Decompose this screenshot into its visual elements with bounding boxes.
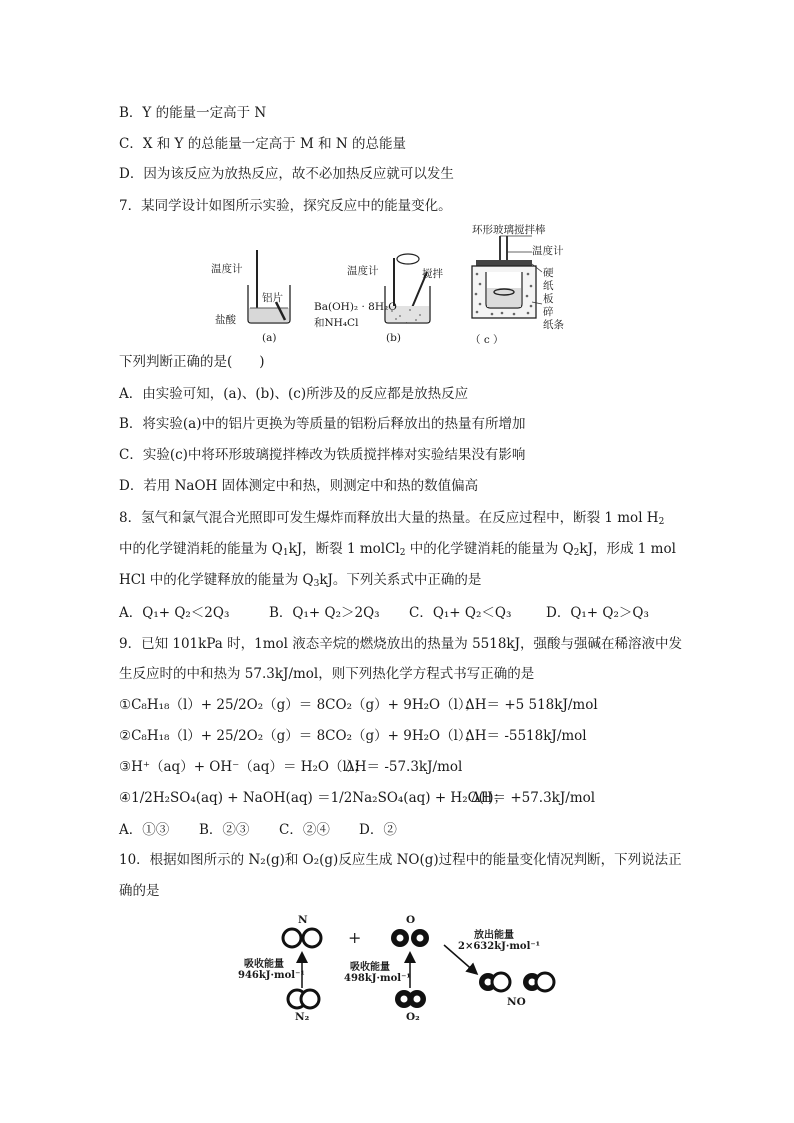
q7-option-a: A．由实验可知，(a)、(b)、(c)所涉及的反应都是放热反应	[119, 386, 469, 402]
q7-stem: 7．某同学设计如图所示实验，探究反应中的能量变化。	[119, 198, 452, 214]
label-stir: 搅拌	[422, 268, 443, 280]
label-board-1: 硬	[543, 267, 554, 279]
q9-eq-3-dh: ΔH＝ -57.3kJ/mol	[345, 759, 463, 775]
label-o-atom: O	[406, 914, 416, 926]
label-n2: N₂	[295, 1011, 310, 1023]
q10-line-2: 确的是	[119, 883, 160, 899]
label-absorb-2-value: 498kJ·mol⁻¹	[344, 973, 411, 984]
q9-line-1: 9．已知 101kPa 时，1mol 液态辛烷的燃烧放出的热量为 5518kJ，强酸与强碱在稀溶液中发	[119, 636, 683, 652]
q8-line-3-b: kJ。下列关系式中正确的是	[319, 572, 482, 588]
q9-eq-1-text: ①C₈H₁₈（l）+ 25/2O₂（g）＝ 8CO₂（g）+ 9H₂O（l）；	[119, 697, 479, 713]
q8-sub-q2: 2	[573, 548, 580, 558]
q9-eq-1	[119, 695, 598, 715]
q9-eq-3	[119, 757, 462, 777]
q8-line-2-d: kJ，形成 1 mol	[579, 541, 676, 557]
q9-option-d: D．②	[359, 822, 397, 838]
q9-option-b: B．②③	[199, 822, 250, 838]
label-n-atom: N	[298, 914, 308, 926]
label-board-2: 纸	[543, 280, 554, 292]
q8-sub-h2: 2	[658, 517, 665, 527]
q6-option-d: D．因为该反应为放热反应，故不必加热反应就可以发生	[119, 166, 454, 182]
label-ring-stirrer: 环形玻璃搅拌棒	[472, 224, 546, 236]
q7-option-d: D．若用 NaOH 固体测定中和热，则测定中和热的数值偏高	[119, 478, 479, 494]
q9-line-2: 生反应时的中和热为 57.3kJ/mol，则下列热化学方程式书写正确的是	[119, 666, 535, 682]
q8-line-2-a: 中的化学键消耗的能量为 Q	[119, 541, 283, 557]
label-absorb-2: 吸收能量	[350, 962, 390, 973]
q9-eq-1-dh: ΔH＝ +5 518kJ/mol	[465, 697, 598, 713]
q9-option-a: A．①③	[119, 822, 170, 838]
label-release-value: 2×632kJ·mol⁻¹	[458, 941, 541, 952]
q7-option-b: B．将实验(a)中的铝片更换为等质量的铝粉后释放出的热量有所增加	[119, 416, 526, 432]
beaker-b-diagram	[380, 248, 440, 330]
q7-question: 下列判断正确的是( )	[119, 354, 265, 370]
q9-options	[119, 818, 397, 838]
label-paper-2: 纸条	[543, 319, 564, 331]
q8-line-1	[119, 508, 664, 532]
q8-option-d: D．Q₁+ Q₂＞Q₃	[546, 605, 649, 621]
label-paper-1: 碎	[543, 306, 554, 318]
q8-sub-cl2: 2	[399, 548, 406, 558]
q6-option-b: B．Y 的能量一定高于 N	[119, 105, 267, 121]
q8-sub-q3: 3	[313, 579, 320, 589]
q8-sub-q1: 1	[282, 548, 289, 558]
label-thermometer-c: 温度计	[532, 245, 564, 257]
q8-line-2-c: 中的化学键消耗的能量为 Q	[405, 541, 574, 557]
q8-option-a: A．Q₁+ Q₂＜2Q₃	[119, 605, 230, 621]
q9-eq-4	[119, 788, 595, 808]
q9-eq-2-text: ②C₈H₁₈（l）+ 25/2O₂（g）＝ 8CO₂（g）+ 9H₂O（l）；	[119, 728, 479, 744]
q6-option-c: C．X 和 Y 的总能量一定高于 M 和 N 的总能量	[119, 136, 407, 152]
label-no: NO	[507, 996, 526, 1008]
label-aluminum: 铝片	[262, 292, 283, 304]
q9-eq-2-dh: ΔH＝ -5518kJ/mol	[465, 728, 587, 744]
q8-option-b: B．Q₁+ Q₂＞2Q₃	[269, 605, 380, 621]
q8-option-c: C．Q₁+ Q₂＜Q₃	[409, 605, 512, 621]
q8-options	[119, 601, 649, 621]
q9-eq-2	[119, 726, 587, 746]
q9-eq-4-text: ④1/2H₂SO₄(aq) + NaOH(aq) ＝1/2Na₂SO₄(aq) + H₂O(l)；	[119, 790, 508, 806]
q8-line-1-text: 8．氢气和氯气混合光照即可发生爆炸而释放出大量的热量。在反应过程中，断裂 1 mol H	[119, 510, 659, 526]
q8-line-3-a: HCl 中的化学键释放的能量为 Q	[119, 572, 314, 588]
label-nh4cl: 和NH₄Cl	[314, 317, 359, 329]
caption-c: （ c ）	[470, 334, 504, 346]
label-absorb-1: 吸收能量	[244, 959, 284, 970]
label-baoh2: Ba(OH)₂ · 8H₂O	[314, 301, 397, 313]
q9-eq-3-text: ③H⁺（aq）+ OH⁻（aq）＝ H₂O（l）；	[119, 759, 368, 775]
q8-line-3	[119, 570, 481, 594]
q9-option-c: C．②④	[279, 822, 330, 838]
q7-option-c: C．实验(c)中将环形玻璃搅拌棒改为铁质搅拌棒对实验结果没有影响	[119, 447, 526, 463]
label-absorb-1-value: 946kJ·mol⁻¹	[238, 970, 305, 981]
label-thermometer-a: 温度计	[211, 263, 243, 275]
plus-sign: +	[348, 928, 362, 947]
label-board-3: 板	[543, 293, 554, 305]
q10-line-1: 10．根据如图所示的 N₂(g)和 O₂(g)反应生成 NO(g)过程中的能量变化情况判断，下列说法正	[119, 852, 682, 868]
q8-line-2-b: kJ，断裂 1 molCl	[288, 541, 400, 557]
caption-a: (a)	[262, 332, 277, 344]
label-hcl: 盐酸	[215, 314, 236, 326]
label-release: 放出能量	[474, 930, 514, 941]
q8-line-2	[119, 539, 676, 563]
label-thermometer-b: 温度计	[347, 265, 379, 277]
caption-b: (b)	[386, 332, 401, 344]
q9-eq-4-dh: ΔH＝ +57.3kJ/mol	[471, 790, 596, 806]
label-o2: O₂	[406, 1011, 420, 1023]
